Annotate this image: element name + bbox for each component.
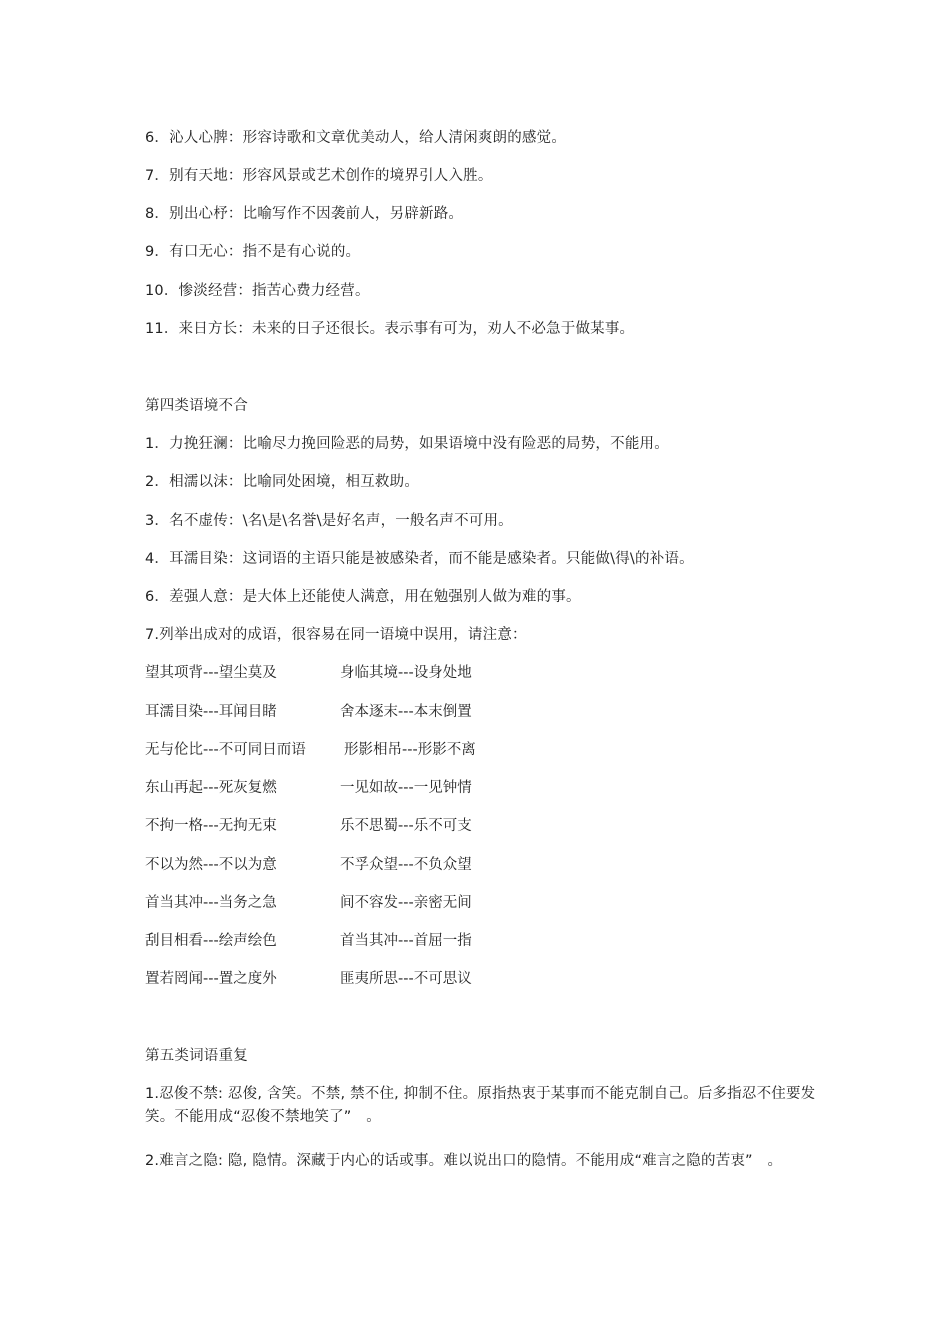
section-heading: 第四类语境不合: [145, 398, 248, 414]
idiom-item: 3．名不虚传：\名\是\名誉\是好名声，一般名声不可用。: [145, 513, 513, 529]
pair-right: 身临其境---设身处地: [340, 665, 472, 681]
idiom-item: 2．相濡以沫：比喻同处困境，相互救助。: [145, 474, 420, 490]
idiom-item: 1．力挽狂澜：比喻尽力挽回险恶的局势，如果语境中没有险恶的局势，不能用。: [145, 436, 669, 452]
pair-right: 舍本逐末---本末倒置: [340, 704, 472, 720]
pair-left: 无与伦比---不可同日而语: [145, 742, 306, 758]
pair-left: 置若罔闻---置之度外: [145, 971, 277, 987]
pair-left: 望其项背---望尘莫及: [145, 665, 277, 681]
pair-left: 东山再起---死灰复燃: [145, 780, 277, 796]
pair-left: 首当其冲---当务之急: [145, 895, 277, 911]
pair-right: 乐不思蜀---乐不可支: [340, 818, 472, 834]
pair-left: 刮目相看---绘声绘色: [145, 933, 277, 949]
pair-left: 不拘一格---无拘无束: [145, 818, 277, 834]
idiom-item: 6．差强人意：是大体上还能使人满意，用在勉强别人做为难的事。: [145, 589, 581, 605]
idiom-item: 2.难言之隐: 隐, 隐情。深藏于内心的话或事。难以说出口的隐情。不能用成“难言之隐的苦衷” 。: [145, 1153, 783, 1169]
pair-right: 不孚众望---不负众望: [340, 857, 472, 873]
idiom-item: 4．耳濡目染：这词语的主语只能是被感染者，而不能是感染者。只能做\得\的补语。: [145, 551, 694, 567]
idiom-item: 7.列举出成对的成语，很容易在同一语境中误用，请注意：: [145, 627, 527, 643]
idiom-item: 9．有口无心：指不是有心说的。: [145, 244, 361, 260]
section-heading: 第五类词语重复: [145, 1048, 248, 1064]
idiom-item: 7．别有天地：形容风景或艺术创作的境界引人入胜。: [145, 168, 493, 184]
pair-right: 首当其冲---首屈一指: [340, 933, 472, 949]
idiom-item: 8．别出心杼：比喻写作不因袭前人，另辟新路。: [145, 206, 464, 222]
pair-right: 一见如故---一见钟情: [340, 780, 472, 796]
pair-right: 形影相吊---形影不离: [344, 742, 476, 758]
idiom-item: 1.忍俊不禁: 忍俊, 含笑。不禁, 禁不住, 抑制不住。原指热衷于某事而不能克制自己。后多指忍不住要发笑。不能用成“忍俊不禁地笑了” 。: [145, 1086, 816, 1125]
pair-left: 不以为然---不以为意: [145, 857, 277, 873]
pair-right: 匪夷所思---不可思议: [340, 971, 472, 987]
idiom-item: 10．惨淡经营：指苦心费力经营。: [145, 283, 370, 299]
pair-left: 耳濡目染---耳闻目睹: [145, 704, 277, 720]
idiom-item: 6．沁人心脾：形容诗歌和文章优美动人，给人清闲爽朗的感觉。: [145, 130, 567, 146]
idiom-item: 11．来日方长：未来的日子还很长。表示事有可为，劝人不必急于做某事。: [145, 321, 635, 337]
pair-right: 间不容发---亲密无间: [340, 895, 472, 911]
